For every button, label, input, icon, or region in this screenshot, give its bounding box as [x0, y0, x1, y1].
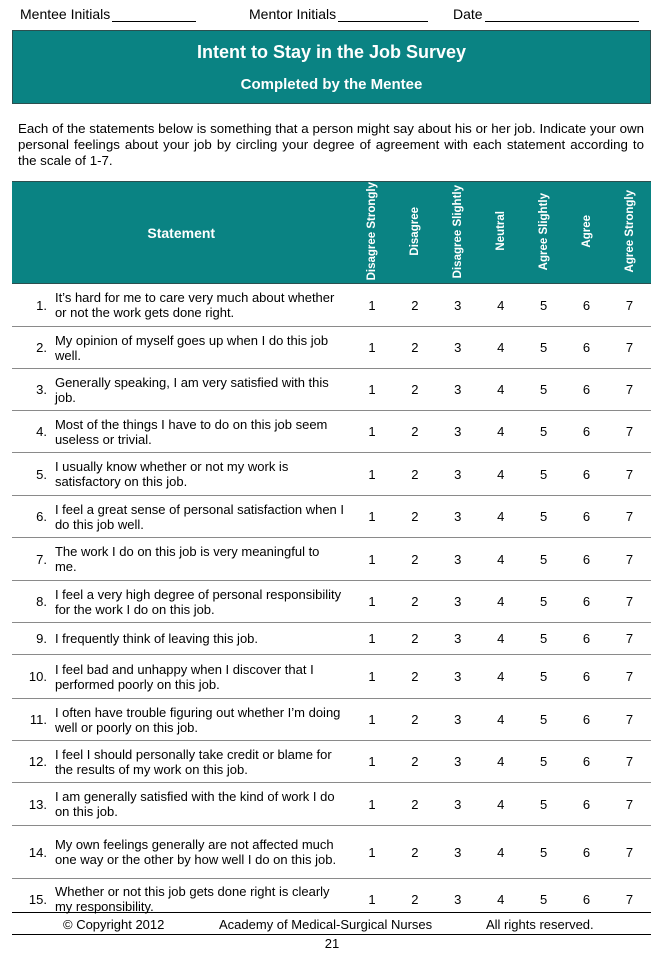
rating-option-6[interactable]: 6 — [565, 538, 608, 581]
rating-option-5[interactable]: 5 — [522, 369, 565, 411]
statement-text: It’s hard for me to care very much about whether or not the work gets done right. — [52, 284, 351, 327]
mentee-initials-label: Mentee Initials — [20, 6, 111, 22]
rating-option-6[interactable]: 6 — [565, 741, 608, 783]
rating-option-2[interactable]: 2 — [393, 411, 436, 453]
table-row — [12, 655, 651, 699]
table-header-row — [12, 182, 651, 284]
mentee-initials-field[interactable] — [20, 6, 196, 22]
statement-number: 7. — [12, 538, 52, 581]
table-row — [12, 699, 651, 741]
statement-text: I often have trouble figuring out whether I’m doing well or poorly on this job. — [52, 699, 351, 741]
page-title: Intent to Stay in the Job Survey — [196, 42, 467, 62]
rating-option-4[interactable]: 4 — [479, 783, 522, 826]
rating-option-7[interactable]: 7 — [608, 369, 651, 411]
rating-option-6[interactable]: 6 — [565, 327, 608, 369]
statement-number: 11. — [12, 699, 52, 741]
statement-number: 5. — [12, 453, 52, 496]
rating-option-1[interactable]: 1 — [350, 284, 393, 327]
rating-option-1[interactable]: 1 — [350, 538, 393, 581]
rating-option-2[interactable]: 2 — [393, 826, 436, 879]
rating-option-4[interactable]: 4 — [479, 369, 522, 411]
title-banner — [12, 30, 651, 104]
rating-option-7[interactable]: 7 — [608, 826, 651, 879]
rating-option-5[interactable]: 5 — [522, 699, 565, 741]
rating-option-5[interactable]: 5 — [540, 891, 548, 907]
rating-option-3[interactable]: 3 — [436, 411, 479, 453]
table-row — [12, 496, 651, 538]
page-number: 21 — [324, 936, 340, 951]
rating-option-6[interactable]: 6 — [565, 496, 608, 538]
rating-option-2[interactable]: 2 — [393, 741, 436, 783]
rating-option-3[interactable]: 3 — [436, 538, 479, 581]
date-label: Date — [453, 6, 483, 22]
rating-option-7[interactable]: 7 — [625, 891, 634, 907]
statement-text: I feel a great sense of personal satisfaction when I do this job well. — [52, 496, 351, 538]
survey-rows — [12, 284, 651, 919]
rating-option-2[interactable]: 2 — [393, 783, 436, 826]
statement-number: 12. — [12, 741, 52, 783]
rating-option-7[interactable]: 7 — [608, 623, 651, 655]
rating-option-4[interactable]: 4 — [479, 741, 522, 783]
rating-option-3[interactable]: 3 — [436, 369, 479, 411]
statement-text: I feel bad and unhappy when I discover that I performed poorly on this job. — [52, 655, 351, 699]
rating-option-1[interactable]: 1 — [350, 623, 393, 655]
statement-header: Statement — [12, 182, 350, 284]
rating-option-4[interactable]: 4 — [479, 284, 522, 327]
rating-option-1[interactable]: 1 — [350, 655, 393, 699]
rating-option-6[interactable]: 6 — [565, 581, 608, 623]
rating-option-2[interactable]: 2 — [393, 496, 436, 538]
rating-option-4[interactable]: 4 — [479, 826, 522, 879]
rating-option-4[interactable]: 4 — [479, 496, 522, 538]
statement-text: I feel I should personally take credit or blame for the results of my work on this job. — [52, 741, 351, 783]
statement-number: 4. — [12, 411, 52, 453]
rating-option-2[interactable]: 2 — [393, 581, 436, 623]
statement-number: 8. — [12, 581, 52, 623]
statement-text: The work I do on this job is very meaningful to me. — [52, 538, 351, 581]
rating-option-5[interactable]: 5 — [522, 411, 565, 453]
rating-option-3[interactable]: 3 — [454, 891, 462, 907]
rating-option-7[interactable]: 7 — [608, 699, 651, 741]
scale-header — [350, 182, 393, 284]
rating-option-4[interactable]: 4 — [479, 655, 522, 699]
rating-option-4[interactable]: 4 — [479, 411, 522, 453]
scale-header-label: Agree — [580, 214, 593, 248]
rating-option-7[interactable]: 7 — [608, 284, 651, 327]
statement-number: 10. — [12, 655, 52, 699]
rating-option-7[interactable]: 7 — [608, 496, 651, 538]
statement-text: My opinion of myself goes up when I do this job well. — [52, 327, 351, 369]
table-row — [12, 369, 651, 411]
rating-option-6[interactable]: 6 — [565, 655, 608, 699]
rating-option-5[interactable]: 5 — [522, 581, 565, 623]
statement-text: I am generally satisfied with the kind of work I do on this job. — [52, 783, 351, 826]
statement-number: 1. — [12, 284, 52, 327]
rating-option-2[interactable]: 2 — [393, 623, 436, 655]
rating-option-2[interactable]: 2 — [393, 655, 436, 699]
rating-option-3[interactable]: 3 — [436, 581, 479, 623]
table-row — [12, 581, 651, 623]
rating-option-5[interactable]: 5 — [522, 538, 565, 581]
rating-option-1[interactable]: 1 — [350, 411, 393, 453]
statement-text: Most of the things I have to do on this job seem useless or trivial. — [52, 411, 351, 453]
statement-number: 13. — [12, 783, 52, 826]
page-subtitle: Completed by the Mentee — [240, 76, 423, 93]
scale-header — [393, 182, 436, 284]
footer-divider-top — [12, 912, 651, 913]
mentee-initials-line[interactable] — [112, 8, 196, 22]
rating-option-6[interactable]: 6 — [565, 623, 608, 655]
rating-option-4[interactable]: 4 — [479, 327, 522, 369]
rating-option-6[interactable]: 6 — [582, 891, 591, 907]
table-row — [12, 623, 651, 655]
rating-option-7[interactable]: 7 — [608, 741, 651, 783]
rating-option-5[interactable]: 5 — [522, 496, 565, 538]
rating-option-2[interactable]: 2 — [393, 327, 436, 369]
rating-option-3[interactable]: 3 — [436, 327, 479, 369]
rating-option-3[interactable]: 3 — [436, 284, 479, 327]
table-row — [12, 826, 651, 879]
rating-option-2[interactable]: 2 — [393, 369, 436, 411]
rating-option-7[interactable]: 7 — [608, 783, 651, 826]
rating-option-2[interactable]: 2 — [393, 538, 436, 581]
table-row — [12, 411, 651, 453]
rating-option-6[interactable]: 6 — [565, 783, 608, 826]
header-fields — [20, 6, 644, 24]
statement-number: 14. — [12, 826, 52, 879]
statement-number: 6. — [12, 496, 52, 538]
date-line[interactable] — [485, 8, 639, 22]
statement-text: Generally speaking, I am very satisfied with this job. — [52, 369, 351, 411]
instructions-paragraph: Each of the statements below is something that a person might say about his or her job. Indicate your own personal feelings about your job by circling your degree of agreement with each statement according to the scale of 1-7. — [18, 121, 644, 168]
rating-option-1[interactable]: 1 — [350, 496, 393, 538]
rating-option-1[interactable]: 1 — [350, 369, 393, 411]
rating-option-4[interactable]: 4 — [479, 538, 522, 581]
rating-option-4[interactable]: 4 — [479, 453, 522, 496]
rating-option-3[interactable]: 3 — [436, 741, 479, 783]
rating-option-6[interactable]: 6 — [565, 369, 608, 411]
statement-text: I frequently think of leaving this job. — [52, 623, 351, 655]
rating-option-3[interactable]: 3 — [436, 826, 479, 879]
rating-option-5[interactable]: 5 — [522, 655, 565, 699]
rating-option-3[interactable]: 3 — [436, 783, 479, 826]
rating-option-7[interactable]: 7 — [608, 655, 651, 699]
scale-header — [436, 182, 479, 284]
table-row — [12, 327, 651, 369]
mentor-initials-line[interactable] — [338, 8, 428, 22]
survey-table — [12, 181, 651, 919]
scale-header — [479, 182, 522, 284]
scale-header-label: Disagree Slightly — [451, 184, 464, 278]
scale-header-label: Disagree — [408, 206, 421, 256]
rating-option-2[interactable]: 2 — [393, 699, 436, 741]
rating-option-5[interactable]: 5 — [522, 453, 565, 496]
statement-number: 15. — [28, 891, 47, 907]
rating-option-3[interactable]: 3 — [436, 623, 479, 655]
rating-option-4[interactable]: 4 — [497, 891, 505, 907]
rating-option-7[interactable]: 7 — [608, 411, 651, 453]
rating-option-5[interactable]: 5 — [522, 327, 565, 369]
rating-option-1[interactable]: 1 — [368, 891, 376, 907]
rating-option-5[interactable]: 5 — [522, 826, 565, 879]
scale-header-label: Disagree Strongly — [365, 182, 378, 281]
footer-divider-bottom — [12, 934, 651, 935]
rating-option-1[interactable]: 1 — [350, 581, 393, 623]
scale-header-label: Agree Slightly — [537, 192, 550, 270]
footer-copyright: © Copyright 2012 — [63, 917, 165, 932]
scale-header — [565, 182, 608, 284]
mentor-initials-label: Mentor Initials — [249, 6, 337, 22]
statement-text: I usually know whether or not my work is satisfactory on this job. — [52, 453, 351, 496]
rating-option-5[interactable]: 5 — [522, 741, 565, 783]
footer-organization: Academy of Medical-Surgical Nurses — [219, 917, 433, 932]
scale-header — [608, 182, 651, 284]
rating-option-1[interactable]: 1 — [350, 826, 393, 879]
statement-number: 3. — [12, 369, 52, 411]
statement-text: My own feelings generally are not affected much one way or the other by how well I do on this job. — [52, 826, 351, 879]
statement-text: I feel a very high degree of personal responsibility for the work I do on this job. — [52, 581, 351, 623]
rating-option-1[interactable]: 1 — [350, 327, 393, 369]
scale-header — [522, 182, 565, 284]
table-row — [12, 284, 651, 327]
rating-option-6[interactable]: 6 — [565, 284, 608, 327]
scale-header-label: Agree Strongly — [623, 189, 636, 273]
rating-option-6[interactable]: 6 — [565, 453, 608, 496]
rating-option-5[interactable]: 5 — [522, 284, 565, 327]
rating-option-3[interactable]: 3 — [436, 453, 479, 496]
rating-option-3[interactable]: 3 — [436, 699, 479, 741]
rating-option-5[interactable]: 5 — [522, 623, 565, 655]
rating-option-1[interactable]: 1 — [350, 453, 393, 496]
rating-option-2[interactable]: 2 — [411, 891, 419, 907]
rating-option-7[interactable]: 7 — [608, 538, 651, 581]
rating-option-4[interactable]: 4 — [479, 581, 522, 623]
mentor-initials-field[interactable] — [249, 6, 428, 22]
rating-option-7[interactable]: 7 — [608, 327, 651, 369]
table-row — [12, 453, 651, 496]
statement-number: 2. — [12, 327, 52, 369]
footer — [12, 917, 651, 933]
table-row — [12, 741, 651, 783]
table-row — [12, 538, 651, 581]
statement-number: 9. — [12, 623, 52, 655]
statement-text: Whether or not this job gets done right is clearly my responsibility. — [54, 884, 330, 915]
rating-option-7[interactable]: 7 — [608, 581, 651, 623]
scale-header-label: Neutral — [494, 211, 507, 252]
rating-option-7[interactable]: 7 — [608, 453, 651, 496]
rating-option-3[interactable]: 3 — [436, 496, 479, 538]
rating-option-2[interactable]: 2 — [393, 284, 436, 327]
rating-option-1[interactable]: 1 — [350, 699, 393, 741]
rating-option-1[interactable]: 1 — [350, 783, 393, 826]
rating-option-6[interactable]: 6 — [565, 699, 608, 741]
rating-option-6[interactable]: 6 — [565, 411, 608, 453]
rating-option-4[interactable]: 4 — [479, 699, 522, 741]
rating-option-1[interactable]: 1 — [350, 741, 393, 783]
rating-option-3[interactable]: 3 — [436, 655, 479, 699]
footer-rights: All rights reserved. — [486, 917, 594, 932]
rating-option-4[interactable]: 4 — [479, 623, 522, 655]
rating-option-2[interactable]: 2 — [393, 453, 436, 496]
rating-option-5[interactable]: 5 — [522, 783, 565, 826]
date-field[interactable] — [453, 6, 639, 22]
rating-option-6[interactable]: 6 — [565, 826, 608, 879]
table-row — [12, 783, 651, 826]
